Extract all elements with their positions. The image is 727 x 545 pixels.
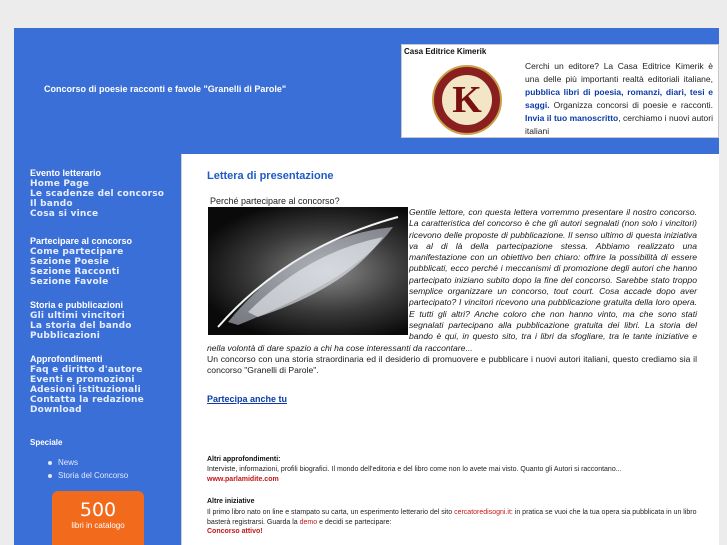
partecipa-link[interactable]: Partecipa anche tu xyxy=(207,394,288,404)
sidebar-heading: Approfondimenti xyxy=(30,354,103,364)
sidebar-link-home[interactable]: Home Page xyxy=(30,179,90,189)
page-frame xyxy=(14,28,719,545)
speciale-item-label: Storia del Concorso xyxy=(58,471,129,480)
sidebar-link-cosa-si-vince[interactable]: Cosa si vince xyxy=(30,209,99,219)
letter-closing: Un concorso con una storia straordinaria ed il desiderio di promuovere e pubblicare i nuovi autori italiani, questo crediamo sia il concorso "Granelli di Parole". xyxy=(207,353,697,376)
sidebar-link-faq[interactable]: Faq e diritto d'autore xyxy=(30,365,143,375)
speciale-list xyxy=(48,456,128,482)
feather-icon xyxy=(208,207,408,335)
site-title[interactable]: Concorso di poesie racconti e favole "Granelli di Parole" xyxy=(44,84,287,94)
sidebar-group-storia xyxy=(30,300,132,341)
sidebar-link-vincitori[interactable]: Gli ultimi vincitori xyxy=(30,311,125,321)
catalog-badge[interactable] xyxy=(52,491,144,545)
badge-number: 500 xyxy=(79,499,117,521)
sidebar-heading: Storia e pubblicazioni xyxy=(30,300,124,310)
main-content xyxy=(181,154,719,545)
sidebar-link-adesioni[interactable]: Adesioni istituzionali xyxy=(30,385,141,395)
altri-heading: Altri approfondimenti: xyxy=(207,456,281,463)
page-title: Lettera di presentazione xyxy=(207,170,334,182)
ad-bold-1[interactable]: pubblica libri di poesia, romanzi, diari, tesi e saggi. xyxy=(525,87,713,110)
iniziative-text xyxy=(207,508,707,528)
bullet-icon xyxy=(48,474,52,478)
iniziative-text-2: : in pratica se vuoi che la tua opera sia pubblicata in un libro basterà registrarsi. Guarda la xyxy=(207,509,697,526)
sidebar-link-favole[interactable]: Sezione Favole xyxy=(30,277,109,287)
ad-text-2: Organizza concorsi di poesie e racconti. xyxy=(553,100,713,110)
concorso-attivo-link[interactable]: Concorso attivo! xyxy=(207,528,263,535)
speciale-item-news[interactable] xyxy=(48,456,128,469)
ad-title: Casa Editrice Kimerik xyxy=(404,47,487,56)
sidebar-link-storia-bando[interactable]: La storia del bando xyxy=(30,321,132,331)
sidebar xyxy=(14,154,181,545)
sidebar-group-evento xyxy=(30,168,164,219)
sidebar-heading: Partecipare al concorso xyxy=(30,236,133,246)
iniziative-text-3: e decidi se partecipare: xyxy=(317,519,392,526)
header xyxy=(14,28,719,154)
sidebar-link-eventi[interactable]: Eventi e promozioni xyxy=(30,375,135,385)
sidebar-link-racconti[interactable]: Sezione Racconti xyxy=(30,267,120,277)
ad-banner[interactable] xyxy=(401,44,719,138)
iniziative-text-1: Il primo libro nato on line e stampato su carta, un esperimento letterario del sito xyxy=(207,509,455,516)
sidebar-link-bando[interactable]: Il bando xyxy=(30,199,73,209)
sidebar-link-come-partecipare[interactable]: Come partecipare xyxy=(30,247,124,257)
page-subtitle: Perché partecipare al concorso? xyxy=(210,196,340,206)
badge-label: libri in catalogo xyxy=(71,521,125,530)
ad-text xyxy=(525,60,713,138)
sidebar-heading: Evento letterario xyxy=(30,168,102,178)
sidebar-group-partecipare xyxy=(30,236,132,287)
iniziative-heading: Altre iniziative xyxy=(207,498,255,505)
cercatoredisogni-link[interactable]: cercatoredisogni.it xyxy=(454,509,511,516)
ad-text-1: Cerchi un editore? La Casa Editrice Kimerik è una delle più importanti realtà editoriali italiane, xyxy=(525,61,713,84)
bullet-icon xyxy=(48,461,52,465)
sidebar-link-download[interactable]: Download xyxy=(30,405,82,415)
feather-image xyxy=(208,207,408,335)
altri-text: Interviste, informazioni, profili biografici. Il mondo dell'editoria e del libro come non lo avete mai visto. Quanto gli Autori si raccontano... xyxy=(207,466,622,473)
sidebar-link-scadenze[interactable]: Le scadenze del concorso xyxy=(30,189,165,199)
ad-bold-2[interactable]: Invia il tuo manoscritto xyxy=(525,113,619,123)
sidebar-link-redazione[interactable]: Contatta la redazione xyxy=(30,395,144,405)
speciale-item-storia[interactable] xyxy=(48,469,128,482)
sidebar-link-pubblicazioni[interactable]: Pubblicazioni xyxy=(30,331,101,341)
speciale-heading: Speciale xyxy=(30,438,63,447)
logo-letter: K xyxy=(442,75,492,125)
parlamidite-link[interactable]: www.parlamidite.com xyxy=(207,476,279,483)
ad-text-3: , cerchiamo i nuovi autori italiani xyxy=(525,113,713,136)
sidebar-link-poesie[interactable]: Sezione Poesie xyxy=(30,257,109,267)
demo-link[interactable]: demo xyxy=(299,519,318,526)
sidebar-group-approfondimenti xyxy=(30,354,144,415)
kimerik-logo[interactable] xyxy=(432,65,502,135)
letter-paragraph: Gentile lettore, con questa lettera vorremmo presentare il nostro concorso. La caratteristica del concorso è che gli autori segnalati (non solo i vincitori) ricevono delle proposte di pubblicazione. Il senso ultimo di questa iniziativa va al di là della partecipazione stessa. Abbiamo realizzato una manifestazione con un obiettivo ben chiaro: offrire la possibilità di essere pubblicati, ecco perché i meccanismi di promozione degli autori che hanno partecipato iniziano subito dopo la fine del concorso. Sarebbe stato troppo semplice organizzare un concorso, tout court. Cosa accade dopo aver partecipato? I vincitori ricevono una pubblicazione gratuita della loro opera. E tutti gli altri? Anche coloro che non hanno vinto, ma che sono stati segnalati partecipano alla pubblicazione gratuita dei libri. La storia del bando è qui, in questo sito, tra i libri da sfogliare, tra le tante iniziative e nella volontà di dare spazio a chi ha cose interessanti da raccontare... xyxy=(207,207,697,353)
speciale-item-label: News xyxy=(58,458,79,467)
